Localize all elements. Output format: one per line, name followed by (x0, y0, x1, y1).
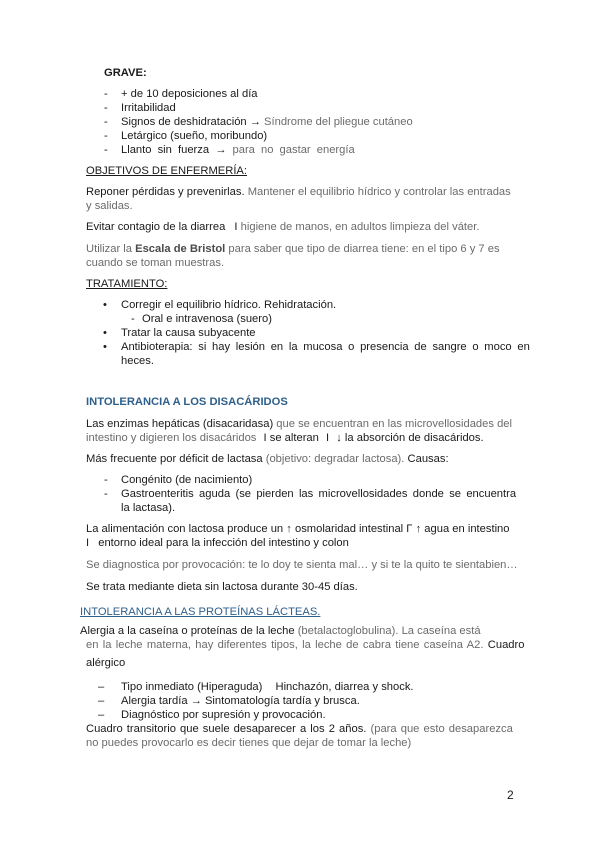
disacaridos-p3-b: osmolaridad intestinal (294, 523, 404, 535)
proteinas-title: INTOLERANCIA A LAS PROTEÍNAS LÁCTEAS. (80, 606, 321, 618)
proteinas-p1-gray: (betalactoglobulina). (297, 625, 399, 637)
disacaridos-p4: Se diagnostica por provocación: te lo doy te sienta mal… y si te la quito te sientabien… (86, 559, 518, 571)
objetivos-p1-rest: Mantener el equilibrio hídrico y controlar las entradas (247, 186, 511, 198)
tratamiento-b2: Tratar la causa subyacente (121, 327, 256, 339)
causa-item: Gastroenteritis aguda (se pierden las microvellosidades donde se encuentra (121, 488, 517, 500)
proteinas-p1 (80, 624, 481, 638)
objetivos-p2 (86, 220, 479, 234)
bristol-scale: Escala de Bristol (135, 243, 226, 255)
symbol-glyph: I (325, 432, 330, 444)
objetivos-p1-line2: y salidas. (86, 200, 133, 212)
tratamiento-b1: Corregir el equilibrio hídrico. Rehidratación. (121, 299, 337, 311)
objetivos-p3-line2: cuando se toman muestras. (86, 257, 225, 269)
proteinas-p2-line2: no puedes provocarlo es decir tienes que dejar de tomar la leche) (86, 737, 412, 749)
arrow-icon: → (215, 144, 227, 156)
list-item-text: + de 10 deposiciones al día (121, 88, 258, 100)
disacaridos-p2-gray: (objetivo: degradar lactosa). (265, 453, 405, 465)
objetivos-p3-b: para saber que tipo de diarrea tiene: en el tipo 6 y 7 es (228, 243, 500, 255)
dash: - (104, 130, 108, 142)
disacaridos-p2-strong: Más frecuente por déficit de lactasa (86, 453, 263, 465)
symbol-glyph: I (263, 432, 267, 444)
proteinas-p1-line3: alérgico (86, 657, 126, 669)
objetivos-p1 (86, 185, 511, 199)
objetivos-p3-a: Utilizar la (86, 243, 133, 255)
list-item-text: Letárgico (sueño, moribundo) (121, 130, 268, 142)
list-item (104, 87, 108, 101)
list-item-extra: Sintomatología tardía y brusca. (204, 695, 360, 707)
disacaridos-p1-gray: que se encuentran en las microvellosidades del (276, 418, 512, 430)
symbol-glyph: Γ (406, 523, 413, 535)
list-item-text: Signos de deshidratación (121, 116, 247, 128)
disacaridos-p1-line2-b: se alteran (269, 432, 319, 444)
tratamiento-b3-line2: heces. (121, 355, 154, 367)
dash: - (104, 116, 108, 128)
list-item-text: Tipo inmediato (Hiperaguda) (121, 681, 263, 693)
dash: - (104, 88, 108, 100)
disacaridos-p3-line2-text: entorno ideal para la infección del intestino y colon (98, 537, 349, 549)
tratamiento-b1-sub: Oral e intravenosa (suero) (142, 313, 272, 325)
list-item (121, 115, 413, 129)
dash: - (104, 488, 108, 500)
proteinas-p1-line2-strong: Cuadro (487, 639, 525, 651)
bullet-icon: • (103, 341, 107, 353)
disacaridos-p1-strong: Las enzimas hepáticas (disacaridasa) (86, 418, 274, 430)
list-item (121, 680, 414, 694)
tratamiento-b3: Antibioterapia: si hay lesión en la mucosa o presencia de sangre o moco en (121, 341, 530, 353)
dash: - (104, 144, 108, 156)
dash: – (98, 681, 105, 693)
down-arrow-icon: ↓ (336, 432, 342, 444)
disacaridos-p3-a: La alimentación con lactosa produce un (86, 523, 284, 535)
dash: - (104, 474, 108, 486)
list-item-text: Irritabilidad (121, 102, 176, 114)
disacaridos-p3 (86, 522, 510, 536)
list-item (121, 143, 355, 157)
list-item-extra: Síndrome del pliegue cutáneo (264, 116, 413, 128)
up-arrow-icon: ↑ (286, 523, 292, 535)
list-item-extra: Hinchazón, diarrea y shock. (275, 681, 414, 693)
disacaridos-p2-rest: Causas: (407, 453, 449, 465)
disacaridos-p5: Se trata mediante dieta sin lactosa durante 30-45 días. (86, 581, 358, 593)
proteinas-p2-strong: Cuadro transitorio que suele desaparecer a los 2 años. (86, 723, 367, 735)
dash: – (98, 709, 105, 721)
arrow-icon: → (249, 116, 261, 128)
causa-item: Congénito (de nacimiento) (121, 474, 253, 486)
disacaridos-p1-line2-c: la absorción de disacáridos. (344, 432, 484, 444)
proteinas-p2 (86, 722, 513, 736)
disacaridos-p1-line2 (86, 431, 484, 445)
symbol-glyph: I (86, 537, 90, 549)
dash: - (104, 102, 108, 114)
arrow-icon: → (190, 695, 202, 707)
list-item-text: Alergia tardía (121, 695, 188, 707)
tratamiento-heading: TRATAMIENTO: (86, 278, 168, 290)
objetivos-p2-rest: higiene de manos, en adultos limpieza del váter. (240, 221, 480, 233)
bullet-icon: • (103, 327, 107, 339)
disacaridos-p1-line2-gray: intestino y digieren los disacáridos (86, 432, 257, 444)
list-item (121, 694, 360, 708)
proteinas-p1-line2 (86, 638, 524, 652)
causa-item-line2: la lactasa). (121, 502, 176, 514)
dash: – (98, 695, 105, 707)
proteinas-p1-strong: Alergia a la caseína o proteínas de la leche (80, 625, 295, 637)
proteinas-p1-rest: La caseína está (401, 625, 481, 637)
disacaridos-p1 (86, 417, 512, 431)
list-item-extra: para no gastar energía (232, 144, 355, 156)
bullet-icon: • (103, 299, 107, 311)
disacaridos-title: INTOLERANCIA A LOS DISACÁRIDOS (86, 396, 288, 408)
list-item-text: Llanto sin fuerza (121, 144, 210, 156)
objetivos-heading: OBJETIVOS DE ENFERMERÍA: (86, 165, 248, 177)
objetivos-p1-strong: Reponer pérdidas y prevenirlas. (86, 186, 245, 198)
list-item-text: Diagnóstico por supresión y provocación. (121, 709, 326, 721)
page-number: 2 (507, 788, 514, 802)
up-arrow-icon: ↑ (415, 523, 422, 535)
objetivos-p2-strong: Evitar contagio de la diarrea (86, 221, 226, 233)
disacaridos-p3-line2 (86, 536, 349, 550)
dash: - (131, 313, 135, 325)
disacaridos-p3-c: agua en intestino (424, 523, 510, 535)
disacaridos-p2 (86, 452, 449, 466)
symbol-glyph: I (234, 221, 238, 233)
proteinas-p2-gray: (para que esto desaparezca (370, 723, 513, 735)
grave-heading: GRAVE: (104, 67, 147, 79)
proteinas-p1-line2-gray: en la leche materna, hay diferentes tipos, la leche de cabra tiene caseína A2. (86, 639, 484, 651)
objetivos-p3 (86, 242, 500, 256)
